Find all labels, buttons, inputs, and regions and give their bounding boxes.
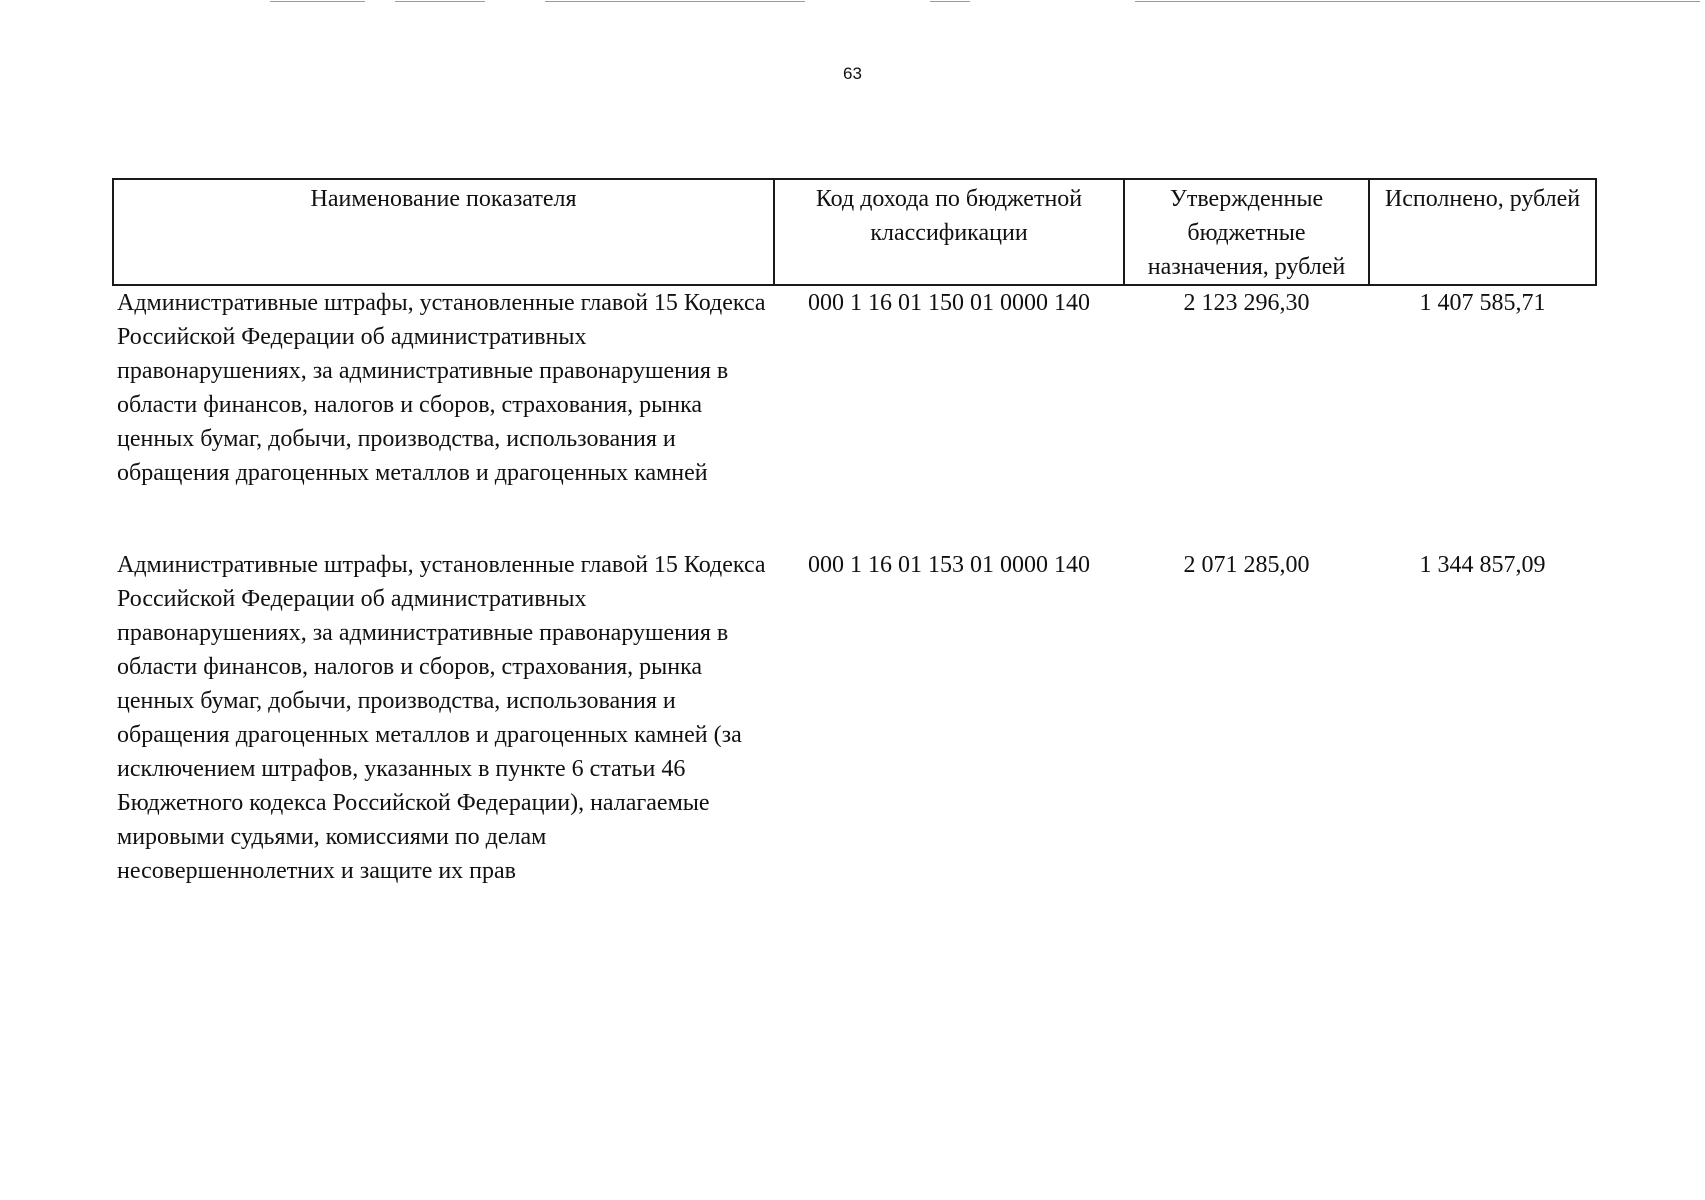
header-indicator-name: Наименование показателя — [113, 179, 774, 285]
table-row — [113, 285, 1596, 548]
scan-artifact-line — [545, 1, 805, 2]
executed-amount: 1 407 585,71 — [1419, 290, 1546, 316]
header-executed-amount: Исполнено, рублей — [1369, 179, 1596, 285]
budget-revenue-table — [112, 178, 1597, 888]
approved-amount: 2 123 296,30 — [1183, 290, 1310, 316]
revenue-code: 000 1 16 01 153 01 0000 140 — [808, 552, 1090, 578]
revenue-code: 000 1 16 01 150 01 0000 140 — [808, 290, 1090, 316]
scan-artifact-line — [1135, 1, 1700, 2]
table-row — [113, 548, 1596, 888]
header-approved-amount: Утвержденные бюджетные назначения, рублей — [1124, 179, 1369, 285]
scan-artifact-line — [930, 1, 970, 2]
scan-artifact-line — [395, 1, 485, 2]
approved-amount: 2 071 285,00 — [1183, 552, 1310, 578]
indicator-name: Административные штрафы, установленные главой 15 Кодекса Российской Федерации об административных правонарушениях, за административные правонарушения в области финансов, налогов и сборов, страхования, рынка ценных бумаг, добычи, производства, использования и обращения драгоценных металлов и драгоценных камней — [117, 290, 766, 486]
executed-amount: 1 344 857,09 — [1419, 552, 1546, 578]
scan-artifact-line — [270, 1, 365, 2]
header-revenue-code: Код дохода по бюджетной классификации — [774, 179, 1124, 285]
table-header-row — [113, 179, 1596, 285]
indicator-name: Административные штрафы, установленные главой 15 Кодекса Российской Федерации об административных правонарушениях, за административные правонарушения в области финансов, налогов и сборов, страхования, рынка ценных бумаг, добычи, производства, использования и обращения драгоценных металлов и драгоценных камней (за исключением штрафов, указанных в пункте 6 статьи 46 Бюджетного кодекса Российской Федерации), налагаемые мировыми судьями, комиссиями по делам несовершеннолетних и защите их прав — [117, 552, 766, 884]
page-number: 63 — [843, 64, 862, 83]
